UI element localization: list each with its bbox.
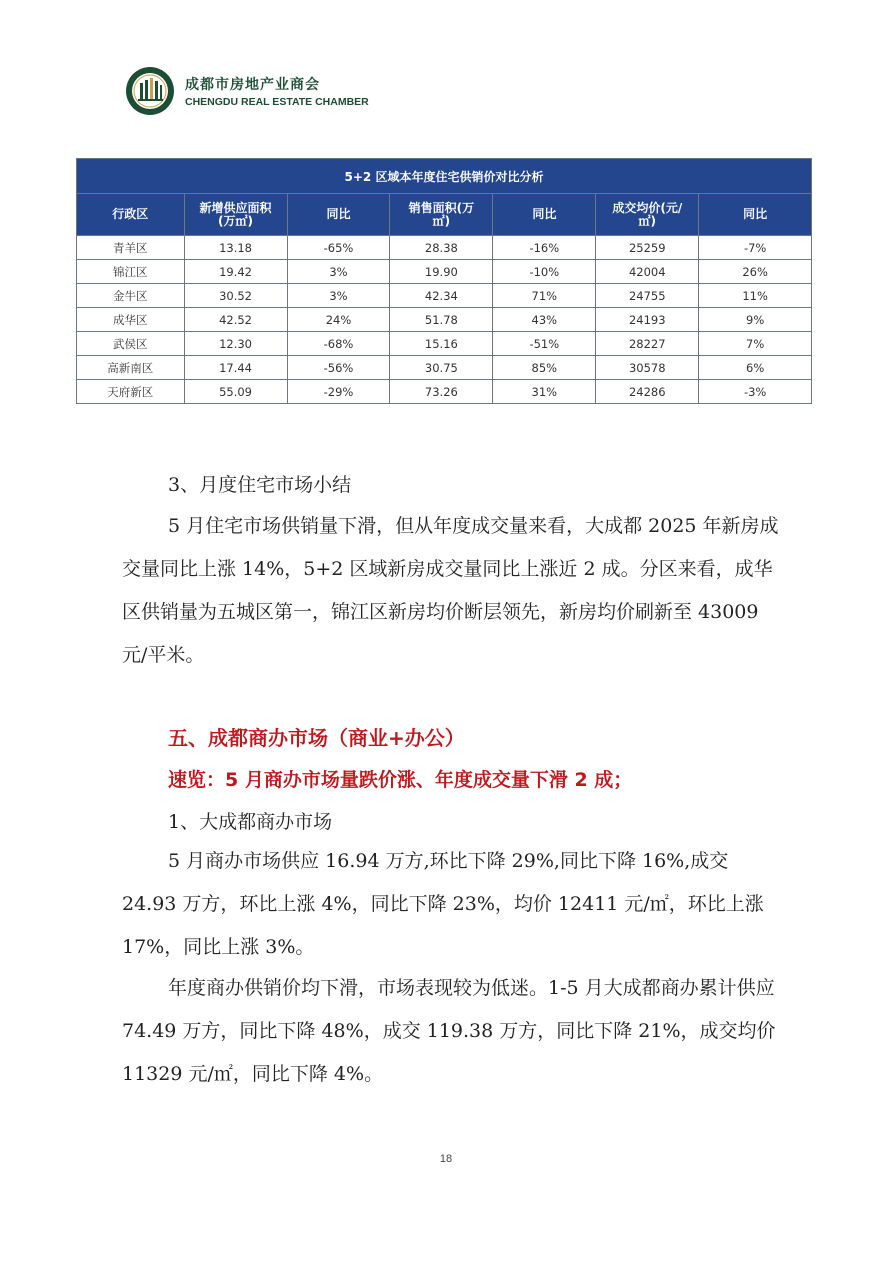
table-header-text: 同比 bbox=[532, 207, 557, 221]
table-header-text: ㎡) bbox=[432, 213, 451, 228]
supply-sales-price-table bbox=[76, 158, 812, 404]
table-header-cell bbox=[596, 194, 699, 236]
district-cell: 高新南区 bbox=[77, 356, 185, 380]
table-row bbox=[77, 380, 812, 404]
value-cell: -65% bbox=[287, 236, 390, 260]
table-row bbox=[77, 236, 812, 260]
table-header-cell bbox=[184, 194, 287, 236]
section3-body: 5 月住宅市场供销量下滑，但从年度成交量来看，大成都 2025 年新房成交量同比上涨 14%，5+2 区域新房成交量同比上涨近 2 成。分区来看，成华区供销量为五城区第一，锦江区新房均价断层领先，新房均价刷新至 43009 元/平米。 bbox=[122, 515, 779, 666]
value-cell: 73.26 bbox=[390, 380, 493, 404]
value-cell: -7% bbox=[699, 236, 812, 260]
value-cell: 30578 bbox=[596, 356, 699, 380]
header-logo bbox=[125, 66, 369, 116]
value-cell: -10% bbox=[493, 260, 596, 284]
value-cell: 17.44 bbox=[184, 356, 287, 380]
table-header-text: ㎡) bbox=[638, 213, 657, 228]
value-cell: 11% bbox=[699, 284, 812, 308]
value-cell: 30.52 bbox=[184, 284, 287, 308]
table-header-row bbox=[77, 194, 812, 236]
district-cell: 锦江区 bbox=[77, 260, 185, 284]
table-row bbox=[77, 284, 812, 308]
district-cell: 成华区 bbox=[77, 308, 185, 332]
district-cell: 金牛区 bbox=[77, 284, 185, 308]
value-cell: 55.09 bbox=[184, 380, 287, 404]
value-cell: 3% bbox=[287, 260, 390, 284]
table-header-cell bbox=[493, 194, 596, 236]
district-cell: 天府新区 bbox=[77, 380, 185, 404]
district-cell: 武侯区 bbox=[77, 332, 185, 356]
table-header-cell bbox=[287, 194, 390, 236]
value-cell: 24755 bbox=[596, 284, 699, 308]
value-cell: -68% bbox=[287, 332, 390, 356]
section5-para2: 年度商办供销价均下滑，市场表现较为低迷。1-5 月大成都商办累计供应 74.49 万方，同比下降 48%，成交 119.38 万方，同比下降 21%，成交均价 11329 元/㎡，同比下降 4%。 bbox=[122, 977, 776, 1085]
table-header-cell bbox=[699, 194, 812, 236]
value-cell: 42.52 bbox=[184, 308, 287, 332]
value-cell: 28.38 bbox=[390, 236, 493, 260]
value-cell: 12.30 bbox=[184, 332, 287, 356]
value-cell: 30.75 bbox=[390, 356, 493, 380]
table-header-text: 同比 bbox=[743, 207, 768, 221]
org-name-en: CHENGDU REAL ESTATE CHAMBER bbox=[185, 96, 369, 108]
section5-overview: 速览：5 月商办市场量跌价涨、年度成交量下滑 2 成； bbox=[168, 769, 633, 791]
value-cell: 42.34 bbox=[390, 284, 493, 308]
value-cell: 24% bbox=[287, 308, 390, 332]
value-cell: -16% bbox=[493, 236, 596, 260]
value-cell: 26% bbox=[699, 260, 812, 284]
value-cell: 43% bbox=[493, 308, 596, 332]
value-cell: 6% bbox=[699, 356, 812, 380]
value-cell: 31% bbox=[493, 380, 596, 404]
table-row bbox=[77, 332, 812, 356]
org-name-cn: 成都市房地产业商会 bbox=[185, 77, 320, 93]
table-header-text: 销售面积(万 bbox=[408, 200, 475, 215]
value-cell: -51% bbox=[493, 332, 596, 356]
table-row bbox=[77, 308, 812, 332]
district-cell: 青羊区 bbox=[77, 236, 185, 260]
value-cell: 19.42 bbox=[184, 260, 287, 284]
section5-sub1-title: 1、大成都商办市场 bbox=[168, 811, 333, 833]
value-cell: -3% bbox=[699, 380, 812, 404]
value-cell: -29% bbox=[287, 380, 390, 404]
table-header-cell bbox=[390, 194, 493, 236]
section5-title: 五、成都商办市场（商业+办公） bbox=[168, 726, 465, 750]
value-cell: 19.90 bbox=[390, 260, 493, 284]
table-header-text: 成交均价(元/ bbox=[612, 200, 683, 215]
value-cell: 42004 bbox=[596, 260, 699, 284]
value-cell: 24286 bbox=[596, 380, 699, 404]
value-cell: 51.78 bbox=[390, 308, 493, 332]
table-header-text: (万㎡) bbox=[218, 213, 254, 228]
table-header-text: 行政区 bbox=[112, 207, 149, 221]
value-cell: 25259 bbox=[596, 236, 699, 260]
table-caption: 5+2 区域本年度住宅供销价对比分析 bbox=[77, 159, 812, 194]
value-cell: 3% bbox=[287, 284, 390, 308]
table-body bbox=[77, 236, 812, 404]
table-header-text: 新增供应面积 bbox=[199, 200, 272, 215]
chamber-logo-icon bbox=[125, 66, 175, 116]
value-cell: 24193 bbox=[596, 308, 699, 332]
section5-para1: 5 月商办市场供应 16.94 万方,环比下降 29%,同比下降 16%,成交 24.93 万方，环比上涨 4%，同比下降 23%，均价 12411 元/㎡，环比上涨 17%，同比上涨 3%。 bbox=[122, 850, 764, 958]
value-cell: -56% bbox=[287, 356, 390, 380]
table-header-cell bbox=[77, 194, 185, 236]
value-cell: 28227 bbox=[596, 332, 699, 356]
value-cell: 9% bbox=[699, 308, 812, 332]
value-cell: 13.18 bbox=[184, 236, 287, 260]
value-cell: 7% bbox=[699, 332, 812, 356]
value-cell: 15.16 bbox=[390, 332, 493, 356]
section3-title: 3、月度住宅市场小结 bbox=[168, 474, 352, 496]
table-row bbox=[77, 260, 812, 284]
table-row bbox=[77, 356, 812, 380]
page-number: 18 bbox=[439, 1153, 453, 1165]
value-cell: 85% bbox=[493, 356, 596, 380]
value-cell: 71% bbox=[493, 284, 596, 308]
table-header-text: 同比 bbox=[326, 207, 351, 221]
